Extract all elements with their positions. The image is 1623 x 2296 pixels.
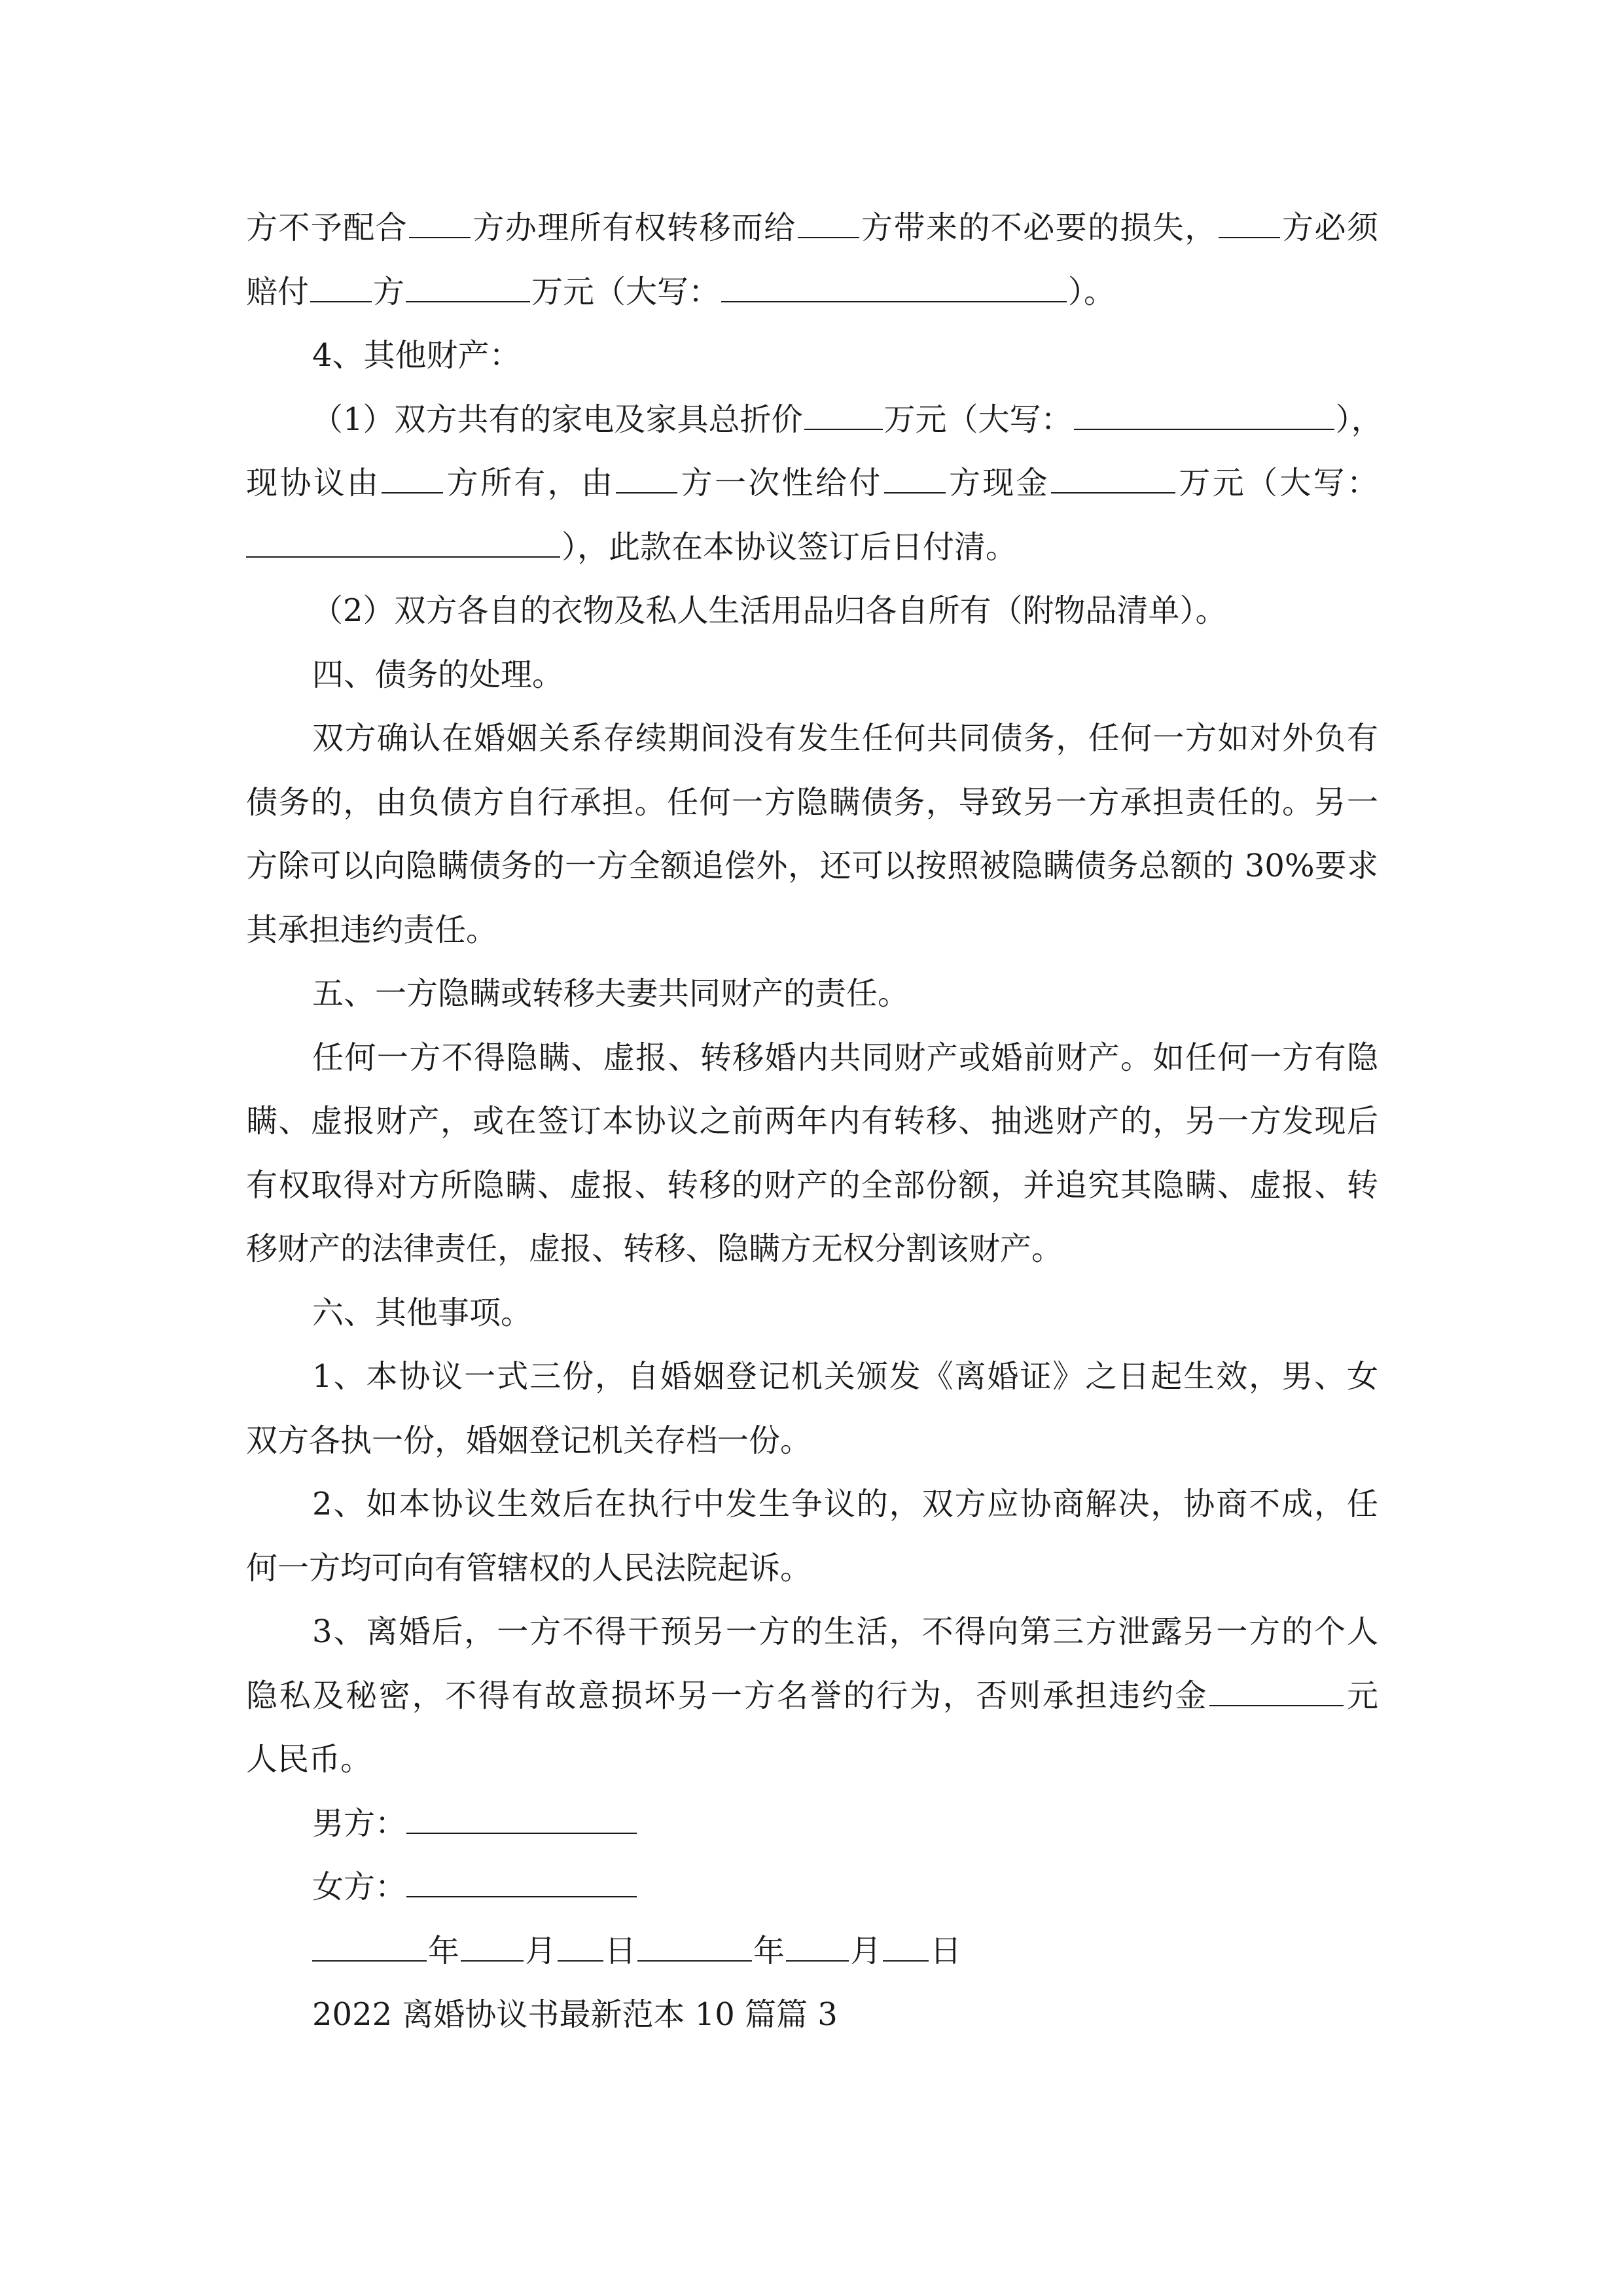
female-signature-field bbox=[406, 1867, 637, 1897]
text-run: 方带来的不必要的损失， bbox=[860, 209, 1217, 246]
text-line bbox=[246, 516, 1378, 580]
text-line bbox=[246, 388, 1383, 452]
blank-field bbox=[409, 208, 471, 238]
text-run: 任何一方不得隐瞒、虚报、转移婚内共同财产或婚前财产。如任何一方有隐 bbox=[312, 1039, 1378, 1076]
text-line bbox=[246, 1537, 1378, 1601]
year-label: 年 bbox=[753, 1932, 785, 1969]
blank-field bbox=[1209, 1676, 1344, 1706]
signature-line-female bbox=[246, 1856, 1378, 1920]
text-run: 方现金 bbox=[946, 465, 1050, 501]
text-run: 方一次性给付 bbox=[679, 465, 883, 501]
blank-field bbox=[798, 208, 859, 238]
blank-field bbox=[310, 272, 372, 302]
section-heading: 四、债务的处理。 bbox=[312, 656, 564, 693]
text-run: 元 bbox=[1345, 1677, 1378, 1714]
document-title-line bbox=[246, 1983, 1378, 2047]
text-run: 人民币。 bbox=[246, 1741, 372, 1778]
text-run: ）， bbox=[1335, 401, 1383, 438]
blank-field bbox=[382, 463, 443, 493]
blank-field bbox=[786, 1931, 849, 1962]
text-run: ）。 bbox=[1068, 273, 1116, 310]
text-line bbox=[246, 1090, 1378, 1154]
text-run: 2、如本协议生效后在执行中发生争议的，双方应协商解决，协商不成，任 bbox=[312, 1486, 1378, 1522]
text-line bbox=[246, 1026, 1378, 1090]
text-run: 方所有，由 bbox=[444, 465, 615, 501]
day-label: 日 bbox=[930, 1932, 962, 1969]
text-run: 双方确认在婚姻关系存续期间没有发生任何共同债务，任何一方如对外负有 bbox=[312, 720, 1378, 757]
blank-field bbox=[461, 1931, 524, 1962]
female-party-label: 女方： bbox=[312, 1869, 407, 1905]
blank-field bbox=[883, 1931, 929, 1962]
text-run: 瞒、虚报财产，或在签订本协议之前两年内有转移、抽逃财产的，另一方发现后 bbox=[246, 1103, 1378, 1139]
text-line bbox=[246, 707, 1378, 771]
text-run: 方 bbox=[373, 273, 405, 310]
blank-field bbox=[558, 1931, 603, 1962]
blank-field bbox=[804, 400, 883, 430]
blank-field bbox=[312, 1931, 427, 1962]
text-run: 1、本协议一式三份，自婚姻登记机关颁发《离婚证》之日起生效，男、女 bbox=[312, 1358, 1378, 1395]
next-document-title: 2022 离婚协议书最新范本 10 篇篇 3 bbox=[312, 1996, 838, 2033]
signature-line-male bbox=[246, 1792, 1378, 1856]
blank-field bbox=[1219, 208, 1280, 238]
text-run: 现协议由 bbox=[246, 465, 381, 501]
text-line bbox=[246, 1345, 1378, 1409]
text-line bbox=[246, 260, 1378, 325]
text-line bbox=[246, 771, 1378, 835]
date-line bbox=[246, 1920, 1378, 1984]
text-line bbox=[246, 452, 1378, 516]
text-run: 万元（大写： bbox=[531, 273, 721, 310]
text-run: 双方各执一份，婚姻登记机关存档一份。 bbox=[246, 1422, 812, 1459]
text-run: 万元（大写： bbox=[1176, 465, 1378, 501]
text-run: 方除可以向隐瞒债务的一方全额追偿外，还可以按照被隐瞒债务总额的 30%要求 bbox=[246, 848, 1378, 884]
section-heading: 五、一方隐瞒或转移夫妻共同财产的责任。 bbox=[312, 975, 910, 1012]
text-line bbox=[246, 1282, 1378, 1346]
text-run: ），此款在本协议签订后日付清。 bbox=[562, 528, 1018, 565]
text-run: 万元（大写： bbox=[883, 401, 1073, 438]
blank-field bbox=[721, 272, 1067, 302]
text-run: 赔付 bbox=[246, 273, 310, 310]
text-run: 移财产的法律责任，虚报、转移、隐瞒方无权分割该财产。 bbox=[246, 1230, 1063, 1267]
blank-field bbox=[884, 463, 946, 493]
text-run: 债务的，由负债方自行承担。任何一方隐瞒债务，导致另一方承担责任的。另一 bbox=[246, 783, 1378, 821]
text-line bbox=[246, 196, 1378, 260]
blank-field bbox=[1051, 463, 1175, 493]
text-line bbox=[246, 1600, 1378, 1664]
document-body bbox=[246, 196, 1383, 2047]
text-line bbox=[246, 1409, 1378, 1473]
text-line bbox=[246, 962, 1378, 1026]
blank-field bbox=[637, 1931, 752, 1962]
text-run: （2）双方各自的衣物及私人生活用品归各自所有（附物品清单）。 bbox=[312, 592, 1227, 629]
month-label: 月 bbox=[525, 1932, 557, 1969]
text-line bbox=[246, 324, 1378, 388]
blank-field bbox=[616, 463, 677, 493]
text-line bbox=[246, 643, 1378, 708]
day-label: 日 bbox=[605, 1932, 637, 1969]
text-run: 何一方均可向有管辖权的人民法院起诉。 bbox=[246, 1549, 812, 1587]
year-label: 年 bbox=[428, 1932, 460, 1969]
blank-field bbox=[246, 528, 560, 558]
text-run: 方办理所有权转移而给 bbox=[472, 209, 796, 246]
text-line bbox=[246, 1664, 1378, 1729]
text-run: 3、离婚后，一方不得干预另一方的生活，不得向第三方泄露另一方的个人 bbox=[312, 1613, 1378, 1650]
text-line bbox=[246, 1217, 1378, 1282]
section-heading: 六、其他事项。 bbox=[312, 1294, 533, 1331]
male-party-label: 男方： bbox=[312, 1804, 407, 1842]
month-label: 月 bbox=[850, 1932, 882, 1969]
text-run: （1）双方共有的家电及家具总折价 bbox=[312, 401, 803, 438]
text-run: 方不予配合 bbox=[246, 209, 408, 246]
text-line bbox=[246, 899, 1378, 963]
text-run: 隐私及秘密，不得有故意损坏另一方名誉的行为，否则承担违约金 bbox=[246, 1677, 1209, 1714]
text-line bbox=[246, 1154, 1378, 1218]
text-line bbox=[246, 834, 1378, 899]
male-signature-field bbox=[406, 1804, 637, 1834]
text-run: 方必须 bbox=[1281, 209, 1378, 246]
blank-field bbox=[406, 272, 530, 302]
text-line bbox=[246, 1728, 1378, 1792]
text-run: 有权取得对方所隐瞒、虚报、转移的财产的全部份额，并追究其隐瞒、虚报、转 bbox=[246, 1166, 1378, 1204]
text-run: 其承担违约责任。 bbox=[246, 911, 498, 948]
section-heading: 4、其他财产： bbox=[312, 337, 521, 374]
text-line bbox=[246, 1473, 1378, 1537]
text-line bbox=[246, 579, 1378, 643]
blank-field bbox=[1074, 400, 1334, 430]
